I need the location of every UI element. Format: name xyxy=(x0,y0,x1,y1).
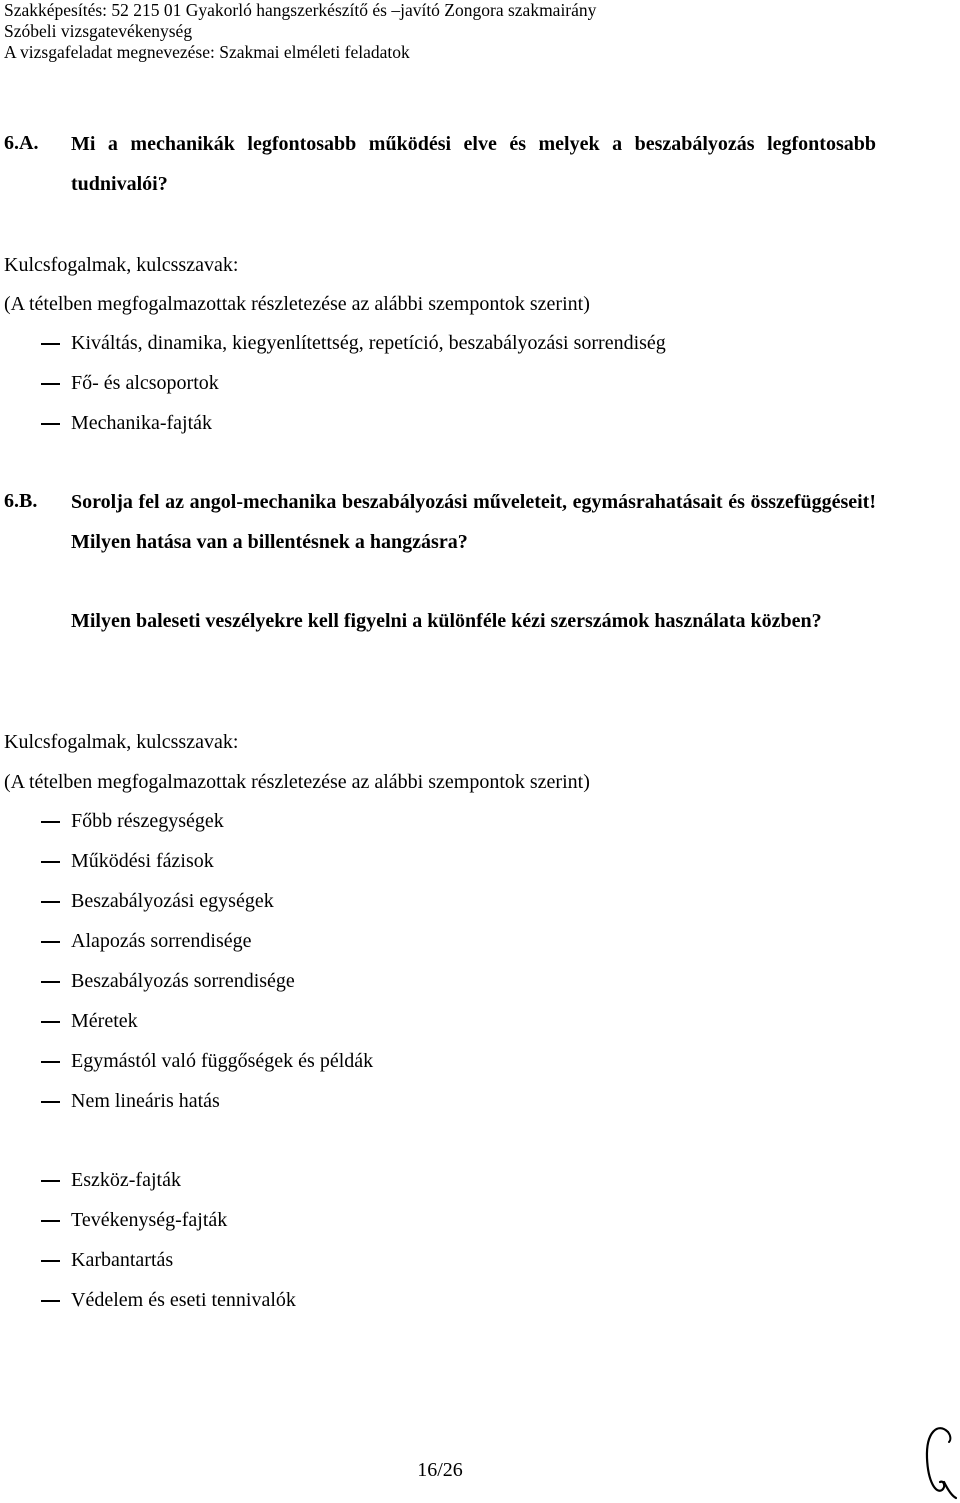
page-number: 16/26 xyxy=(417,1459,463,1481)
signature-mark xyxy=(918,1420,958,1500)
dash-bullet xyxy=(41,343,60,345)
question-text-a: Mi a mechanikák legfontosabb működési elve és melyek a beszabályozás legfontosabb tudnivalói? xyxy=(71,133,876,195)
dash-bullet xyxy=(41,1021,60,1023)
dash-bullet xyxy=(41,423,60,425)
keywords-title-a: Kulcsfogalmak, kulcsszavak: xyxy=(4,254,239,276)
dash-bullet xyxy=(41,1180,60,1182)
dash-bullet xyxy=(41,1220,60,1222)
dash-bullet xyxy=(41,1061,60,1063)
header-qualification: Szakképesítés: 52 215 01 Gyakorló hangszerkészítő és –javító Zongora szakmairány xyxy=(4,0,597,20)
question-text-b1: Sorolja fel az angol-mechanika beszabályozási műveleteit, egymásrahatásait és összefüggéseit! Milyen hatása van a billentésnek a hangzásra? xyxy=(71,491,876,553)
dash-bullet xyxy=(41,383,60,385)
dash-bullet xyxy=(41,1101,60,1103)
keywords-title-b: Kulcsfogalmak, kulcsszavak: xyxy=(4,731,239,753)
question-number-a: 6.A. xyxy=(4,132,39,154)
question-number-b: 6.B. xyxy=(4,490,38,512)
keywords-note-b: (A tételben megfogalmazottak részletezése az alábbi szempontok szerint) xyxy=(4,771,590,793)
dash-bullet xyxy=(41,1300,60,1302)
document-header xyxy=(4,0,596,63)
question-text-b2: Milyen baleseti veszélyekre kell figyelni a különféle kézi szerszámok használata közben? xyxy=(71,610,822,632)
dash-bullet xyxy=(41,821,60,823)
dash-bullet xyxy=(41,941,60,943)
header-exam-activity: Szóbeli vizsgatevékenység xyxy=(4,21,193,41)
dash-bullet xyxy=(41,981,60,983)
header-task-name: A vizsgafeladat megnevezése: Szakmai elméleti feladatok xyxy=(4,42,410,62)
dash-bullet xyxy=(41,861,60,863)
dash-bullet xyxy=(41,1260,60,1262)
dash-bullet xyxy=(41,901,60,903)
keywords-note-a: (A tételben megfogalmazottak részletezése az alábbi szempontok szerint) xyxy=(4,293,590,315)
